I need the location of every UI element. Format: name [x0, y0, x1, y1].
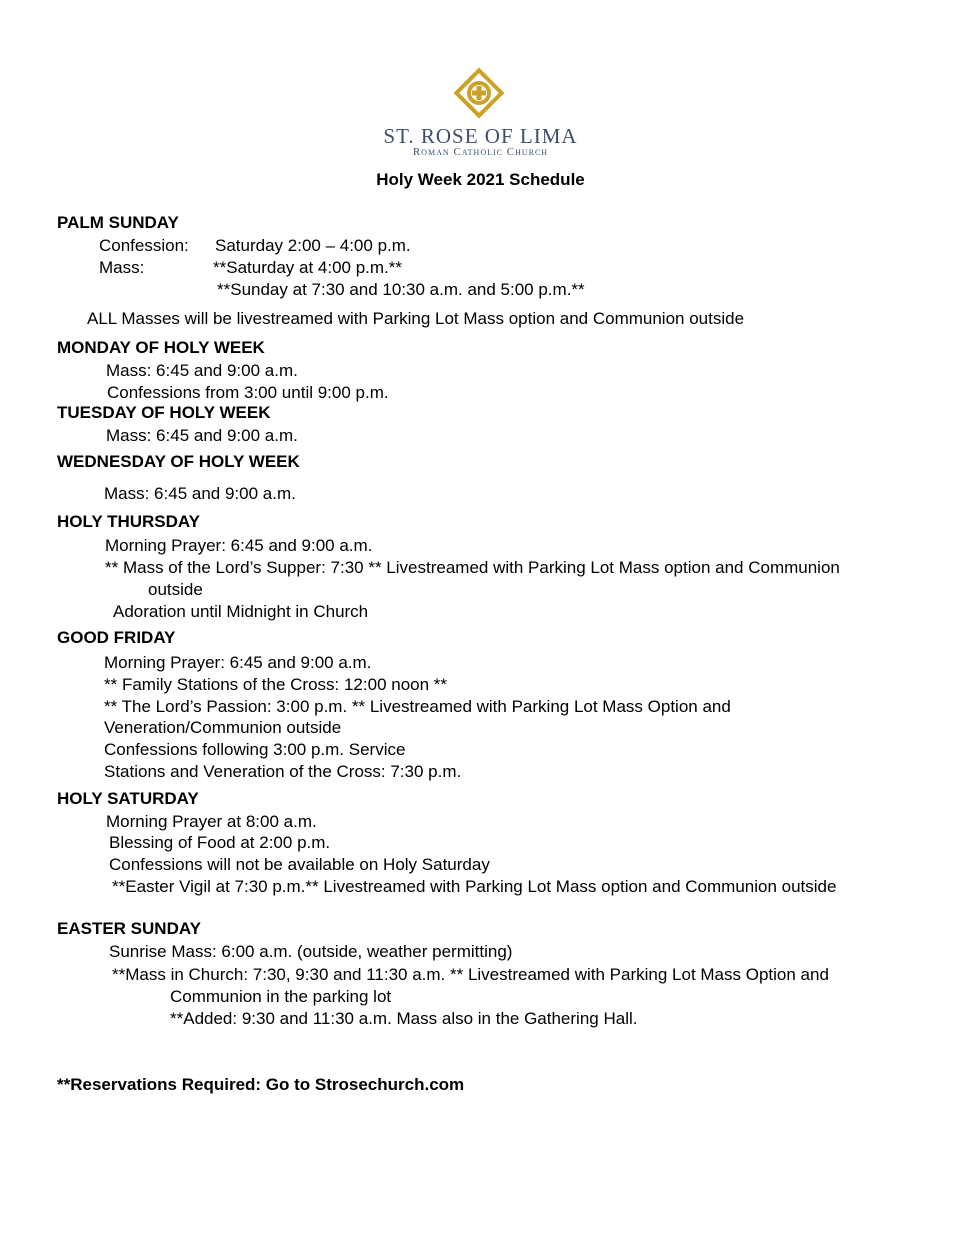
- thursday-heading: HOLY THURSDAY: [57, 512, 200, 531]
- palm-sunday-confession-time: Saturday 2:00 – 4:00 p.m.: [215, 236, 411, 255]
- friday-morning-prayer: Morning Prayer: 6:45 and 9:00 a.m.: [104, 653, 372, 672]
- friday-heading: GOOD FRIDAY: [57, 628, 176, 647]
- tuesday-mass: Mass: 6:45 and 9:00 a.m.: [106, 426, 298, 445]
- thursday-adoration: Adoration until Midnight in Church: [113, 602, 369, 621]
- palm-sunday-mass-sunday: **Sunday at 7:30 and 10:30 a.m. and 5:00 p.m.**: [217, 280, 585, 299]
- saturday-blessing-of-food: Blessing of Food at 2:00 p.m.: [109, 833, 331, 852]
- cross-in-quatrefoil-icon: [452, 66, 506, 120]
- easter-sunrise-mass: Sunrise Mass: 6:00 a.m. (outside, weather permitting): [109, 942, 513, 961]
- palm-sunday-confession-label: Confession:: [99, 236, 189, 255]
- friday-stations-veneration: Stations and Veneration of the Cross: 7:30 p.m.: [104, 762, 462, 781]
- palm-sunday-mass-label: Mass:: [99, 258, 145, 277]
- easter-heading: EASTER SUNDAY: [57, 919, 201, 938]
- thursday-morning-prayer: Morning Prayer: 6:45 and 9:00 a.m.: [105, 536, 373, 555]
- palm-sunday-mass-saturday: **Saturday at 4:00 p.m.**: [213, 258, 403, 277]
- palm-sunday-livestream-note: ALL Masses will be livestreamed with Parking Lot Mass option and Communion outside: [87, 309, 745, 328]
- thursday-lords-supper: ** Mass of the Lord’s Supper: 7:30 ** Livestreamed with Parking Lot Mass option and Communion: [105, 558, 840, 577]
- friday-confessions: Confessions following 3:00 p.m. Service: [104, 740, 406, 759]
- easter-gathering-hall: **Added: 9:30 and 11:30 a.m. Mass also in the Gathering Hall.: [170, 1009, 638, 1028]
- friday-family-stations: ** Family Stations of the Cross: 12:00 noon **: [104, 675, 448, 694]
- page-title: Holy Week 2021 Schedule: [376, 170, 585, 189]
- wednesday-heading: WEDNESDAY OF HOLY WEEK: [57, 452, 300, 471]
- saturday-morning-prayer: Morning Prayer at 8:00 a.m.: [106, 812, 317, 831]
- wednesday-mass: Mass: 6:45 and 9:00 a.m.: [104, 484, 296, 503]
- tuesday-heading: TUESDAY OF HOLY WEEK: [57, 403, 271, 422]
- church-name: ST. ROSE OF LIMA: [383, 124, 578, 148]
- friday-lords-passion: ** The Lord’s Passion: 3:00 p.m. ** Livestreamed with Parking Lot Mass Option and: [104, 697, 731, 716]
- church-subtitle: Roman Catholic Church: [412, 146, 549, 158]
- monday-confessions: Confessions from 3:00 until 9:00 p.m.: [107, 383, 389, 402]
- saturday-no-confessions: Confessions will not be available on Holy Saturday: [109, 855, 490, 874]
- reservations-note: **Reservations Required: Go to Strosechurch.com: [57, 1075, 465, 1094]
- saturday-easter-vigil: **Easter Vigil at 7:30 p.m.** Livestreamed with Parking Lot Mass option and Communion outside: [112, 877, 837, 896]
- monday-mass: Mass: 6:45 and 9:00 a.m.: [106, 361, 298, 380]
- monday-heading: MONDAY OF HOLY WEEK: [57, 338, 265, 357]
- friday-lords-passion-cont: Veneration/Communion outside: [104, 718, 342, 737]
- easter-mass-in-church: **Mass in Church: 7:30, 9:30 and 11:30 a.m. ** Livestreamed with Parking Lot Mass Option and: [112, 965, 829, 984]
- thursday-lords-supper-cont: outside: [148, 580, 203, 599]
- easter-mass-in-church-cont: Communion in the parking lot: [170, 987, 392, 1006]
- saturday-heading: HOLY SATURDAY: [57, 789, 199, 808]
- palm-sunday-heading: PALM SUNDAY: [57, 213, 179, 232]
